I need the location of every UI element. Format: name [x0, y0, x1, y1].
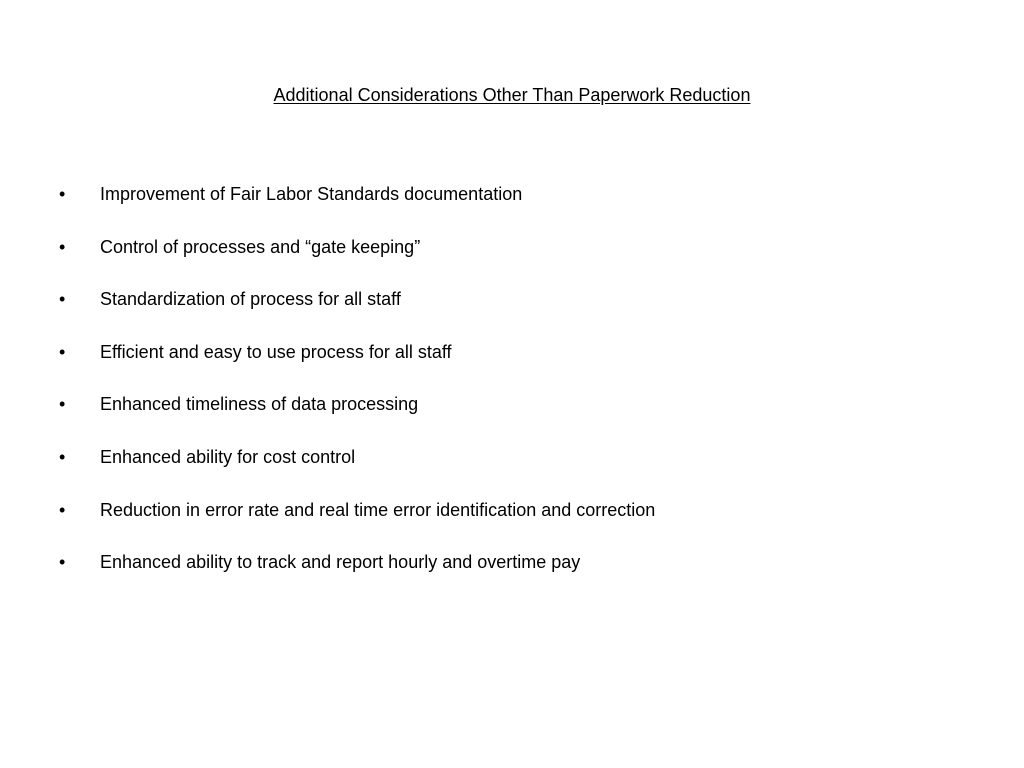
bullet-icon: • [59, 341, 66, 362]
list-item-text: Enhanced ability to track and report hourly and overtime pay [100, 552, 581, 573]
list-item [0, 288, 1024, 341]
bullet-icon: • [59, 184, 66, 204]
list-item-text: Enhanced ability for cost control [100, 446, 356, 467]
list-item-text: Standardization of process for all staff [100, 289, 401, 310]
slide-title: Additional Considerations Other Than Paperwork Reduction [273, 85, 751, 105]
list-item [0, 499, 1024, 552]
list-item [0, 236, 1024, 289]
list-item-text: Control of processes and “gate keeping” [100, 236, 421, 257]
bullet-icon: • [59, 499, 66, 520]
list-item [0, 393, 1024, 446]
list-item [0, 446, 1024, 499]
list-item-text: Enhanced timeliness of data processing [100, 394, 419, 415]
list-item-text: Improvement of Fair Labor Standards documentation [100, 184, 523, 204]
bullet-icon: • [59, 236, 66, 257]
list-item-text: Efficient and easy to use process for all staff [100, 341, 452, 362]
list-item-text: Reduction in error rate and real time error identification and correction [100, 499, 656, 520]
bullet-icon: • [59, 446, 66, 467]
list-item [0, 341, 1024, 394]
list-item [0, 183, 1024, 236]
bullet-icon: • [59, 394, 66, 415]
bullet-list [0, 183, 1024, 604]
list-item [0, 551, 1024, 604]
bullet-icon: • [59, 552, 66, 573]
bullet-icon: • [59, 289, 66, 310]
